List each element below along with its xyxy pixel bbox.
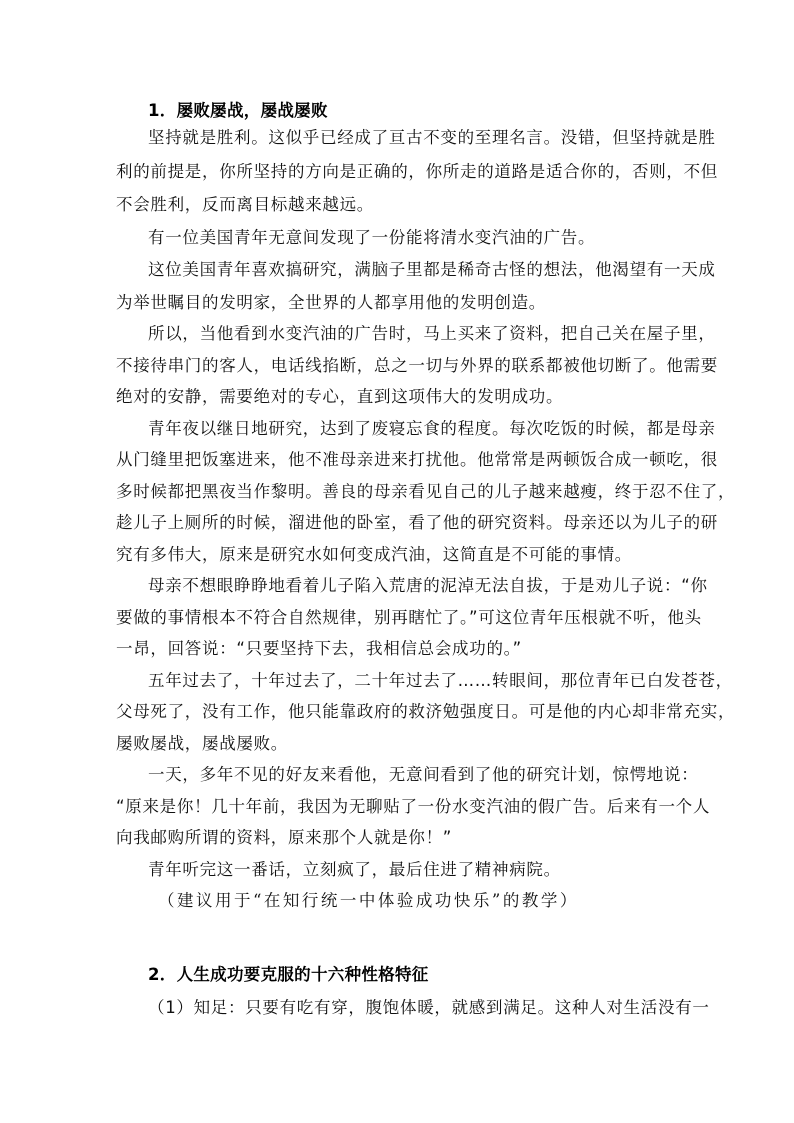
paragraph-line: “原来是你！几十年前，我因为无聊贴了一份水变汽油的假广告。后来有一个人 [116, 797, 711, 816]
section2-heading: 2．人生成功要克服的十六种性格特征 [148, 965, 429, 984]
paragraph-line: 不接待串门的客人，电话线掐断，总之一切与外界的联系都被他切断了。他需要 [116, 356, 718, 375]
paragraph-line: （1）知足：只要有吃有穿，腹饱体暖，就感到满足。这种人对生活没有一 [148, 998, 710, 1017]
paragraph-line: 要做的事情根本不符合自然规律，别再瞎忙了。”可这位青年压根就不听，他头 [116, 608, 702, 627]
section1-heading: 1．屡败屡战，屡战屡败 [148, 101, 328, 120]
paragraph-line: 这位美国青年喜欢搞研究，满脑子里都是稀奇古怪的想法，他渴望有一天成 [148, 260, 716, 279]
paragraph-line: 所以，当他看到水变汽油的广告时，马上买来了资料，把自己关在屋子里， [148, 324, 716, 343]
paragraph-line: 向我邮购所谓的资料，原来那个人就是你！” [116, 828, 453, 847]
paragraph-line: 有一位美国青年无意间发现了一份能将清水变汽油的广告。 [148, 228, 596, 247]
paragraph-line: 屡败屡战，屡战屡败。 [116, 734, 288, 753]
paragraph-line: 利的前提是，你所坚持的方向是正确的，你所走的道路是适合你的，否则，不但 [116, 162, 718, 181]
paragraph-line: 究有多伟大，原来是研究水如何变成汽油，这简直是不可能的事情。 [116, 545, 632, 564]
teaching-note: （建议用于“在知行统一中体验成功快乐”的教学） [158, 891, 579, 910]
paragraph-line: 青年听完这一番话，立刻疯了，最后住进了精神病院。 [148, 860, 561, 879]
paragraph-line: 一天，多年不见的好友来看他，无意间看到了他的研究计划，惊愕地说： [148, 765, 699, 784]
paragraph-line: 绝对的安静，需要绝对的专心，直到这项伟大的发明成功。 [116, 387, 564, 406]
paragraph-line: 从门缝里把饭塞进来，他不准母亲进来打扰他。他常常是两顿饭合成一顿吃，很 [116, 450, 718, 469]
paragraph-line: 为举世瞩目的发明家，全世界的人都享用他的发明创造。 [116, 293, 546, 312]
paragraph-line: 趁儿子上厕所的时候，溜进他的卧室，看了他的研究资料。母亲还以为儿子的研 [116, 513, 718, 532]
paragraph-line: 五年过去了，十年过去了，二十年过去了……转眼间，那位青年已白发苍苍， [148, 671, 733, 690]
paragraph-line: 母亲不想眼睁睁地看着儿子陷入荒唐的泥淖无法自拔，于是劝儿子说：“你 [148, 576, 708, 595]
paragraph-line: 多时候都把黑夜当作黎明。善良的母亲看见自己的儿子越来越瘦，终于忍不住了， [116, 482, 736, 501]
paragraph-line: 不会胜利，反而离目标越来越远。 [116, 195, 374, 214]
paragraph-line: 坚持就是胜利。这似乎已经成了亘古不变的至理名言。没错，但坚持就是胜 [148, 128, 716, 147]
paragraph-line: 青年夜以继日地研究，达到了废寝忘食的程度。每次吃饭的时候，都是母亲 [148, 419, 716, 438]
paragraph-line: 父母死了，没有工作，他只能靠政府的救济勉强度日。可是他的内心却非常充实， [116, 702, 736, 721]
paragraph-line: 一昂，回答说：“只要坚持下去，我相信总会成功的。” [116, 639, 522, 658]
